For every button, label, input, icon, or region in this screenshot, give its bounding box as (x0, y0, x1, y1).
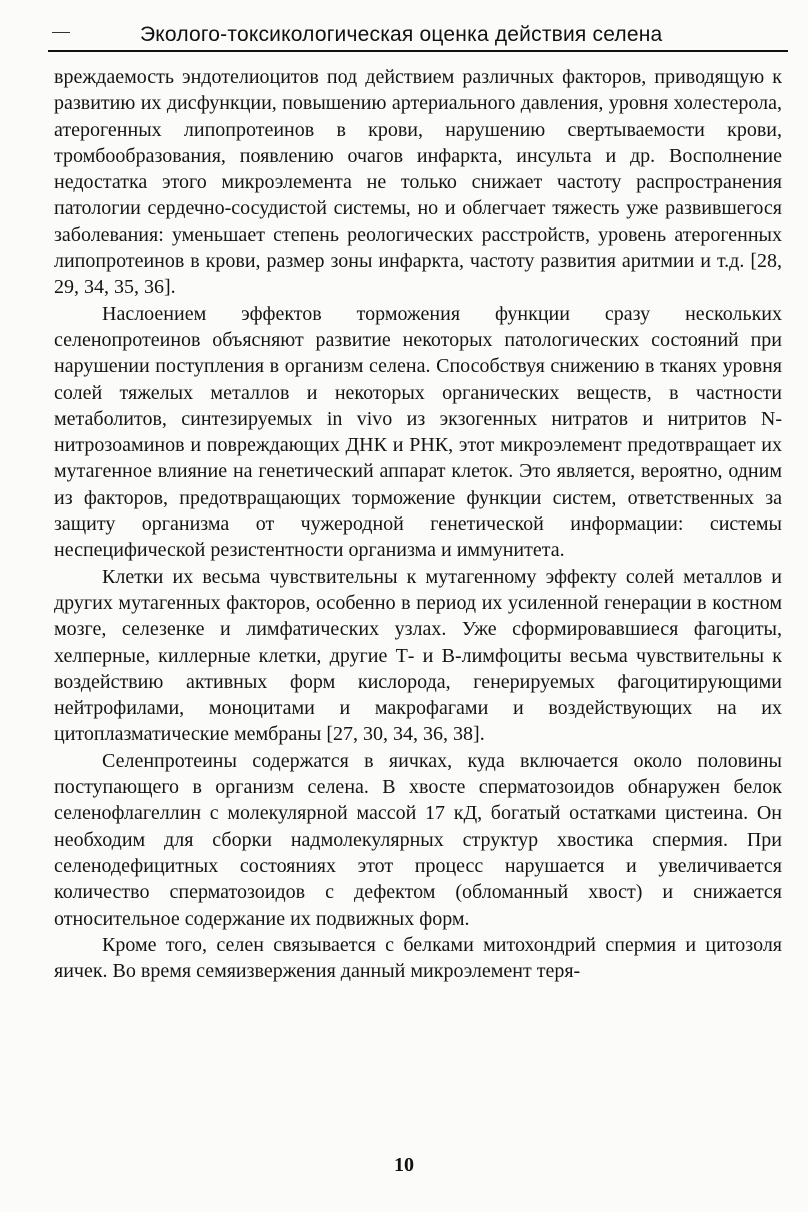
header-dash-mark (52, 32, 70, 33)
paragraph-cells: Клетки их весьма чувствительны к мутагенному эффекту солей металлов и других мутагенных факторов, особенно в период их усиленной генерации в костном мозге, селезенке и лимфатических узлах. Уже сформировавшиеся фагоциты, хелперные, киллерные клетки, другие Т- и В-лимфоциты весьма чувствительны к воздействию активных форм кислорода, генерируемых фагоцитирующими нейтрофилами, моноцитами и макрофагами и воздействующих на их цитоплазматические мембраны [27, 30, 34, 36, 38]. (54, 565, 782, 746)
paragraph-selenoproteins: Наслоением эффектов торможения функции сразу нескольких селенопротеинов объясняют развитие некоторых патологических состояний при нарушении поступления в организм селена. Способствуя снижению в тканях уровня солей тяжелых металлов и некоторых органических веществ, в частности метаболитов, синтезируемых in vivo из экзогенных нитратов и нитритов N-нитрозоаминов и повреждающих ДНК и РНК, этот микроэлемент предотвращает их мутагенное влияние на генетический аппарат клеток. Это является, вероятно, одним из факторов, предотвращающих торможение функции систем, ответственных за защиту организма от чужеродной генетической информации: системы неспецифической резистентности организма и иммунитета. (54, 302, 782, 562)
running-header (48, 20, 788, 52)
body-text (54, 64, 782, 984)
paragraph-testes: Селенпротеины содержатся в яичках, куда включается около половины поступающего в организм селена. В хвосте сперматозоидов обнаружен белок селенофлагеллин с молекулярной массой 17 кД, богатый остатками цистеина. Он необходим для сборки надмолекулярных структур хвостика спермия. При селенодефицитных состояниях этот процесс нарушается и увеличивается количество сперматозоидов с дефектом (обломанный хвост) и снижается относительное содержание их подвижных форм. (54, 749, 782, 930)
paragraph-continuation: вреждаемость эндотелиоцитов под действием различных факторов, приводящую к развитию их дисфункции, повышению артериального давления, уровня холестерола, атерогенных липопротеинов в крови, нарушению свертываемости крови, тромбообразования, появлению очагов инфаркта, инсульта и др. Восполнение недостатка этого микроэлемента не только снижает частоту распространения патологии сердечно-сосудистой системы, но и облегчает тяжесть уже развившегося заболевания: уменьшает степень реологических расстройств, уровень атерогенных липопротеинов в крови, размер зоны инфаркта, частоту развития аритмии и т.д. [28, 29, 34, 35, 36]. (54, 66, 782, 299)
paragraph-mitochondria: Кроме того, селен связывается с белками митохондрий спермия и цитозоля яичек. Во время семяизвержения данный микроэлемент теря- (54, 933, 782, 983)
running-header-title: Эколого-токсикологическая оценка действия селена (140, 23, 663, 46)
page-number: 10 (394, 1154, 414, 1176)
